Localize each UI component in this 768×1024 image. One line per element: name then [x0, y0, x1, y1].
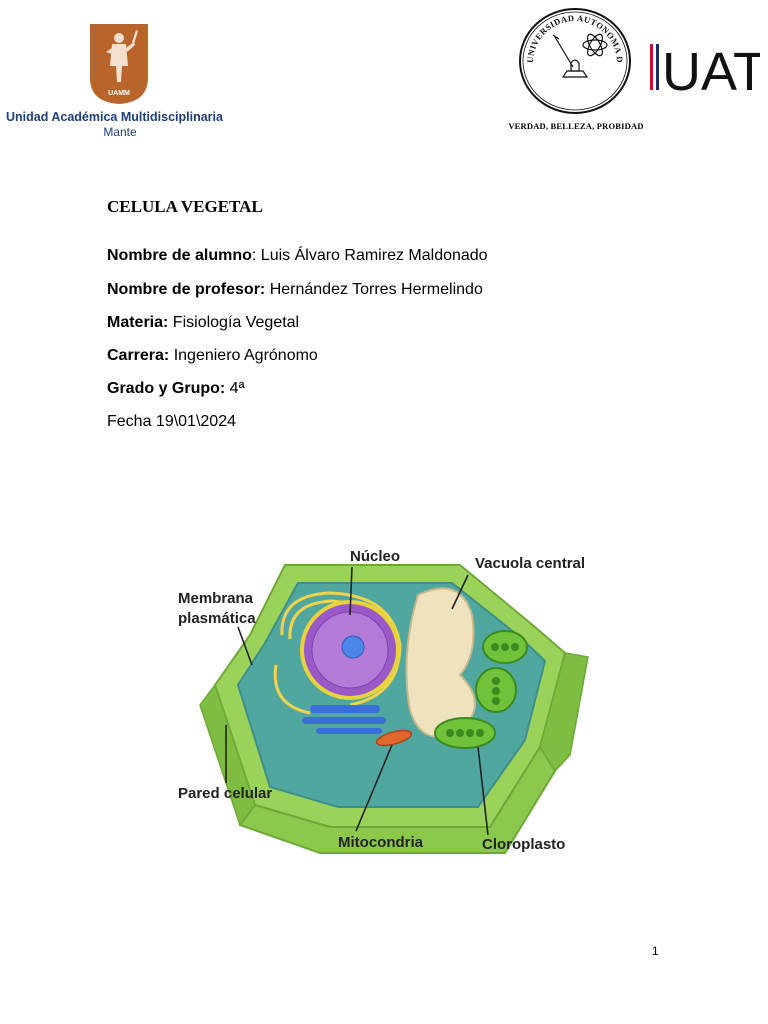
field-value: Luis Álvaro Ramirez Maldonado	[256, 247, 488, 264]
field-value: Ingeniero Agrónomo	[169, 347, 318, 364]
career-field	[107, 347, 318, 365]
label-membrana-1: Membrana	[178, 590, 254, 607]
plant-cell-diagram	[160, 535, 630, 865]
field-value: Fisiología Vegetal	[168, 314, 300, 331]
field-label: Grado y Grupo:	[107, 380, 226, 397]
label-cloroplasto: Cloroplasto	[482, 836, 566, 853]
uamm-name: Unidad Académica Multidisciplinaria	[6, 110, 223, 124]
field-value: 4ª	[225, 380, 245, 397]
student-name-field: Nombre de alumno: Luis Álvaro Ramirez Maldonado	[107, 247, 488, 264]
grade-group-field	[107, 380, 245, 398]
seal-text: UNIVERSIDAD AUTONOMA D	[524, 12, 626, 64]
vacuole	[406, 588, 475, 736]
uamm-shield-text: UAMM	[108, 90, 130, 97]
label-mitocondria: Mitocondria	[338, 834, 423, 851]
label-nucleo: Núcleo	[350, 548, 401, 565]
uat-wordmark: UAT	[662, 42, 760, 96]
chloroplast	[435, 718, 495, 748]
uamm-logo	[88, 22, 150, 106]
date-field: Fecha 19\01\2024	[107, 413, 236, 430]
chloroplast	[476, 668, 516, 712]
subject-field	[107, 314, 299, 332]
uat-logo	[648, 38, 760, 96]
document-title: CELULA VEGETAL	[107, 197, 263, 216]
chloroplast	[483, 631, 527, 663]
uamm-campus: Mante	[103, 125, 137, 139]
teacher-name-field	[107, 281, 483, 299]
nucleolus	[342, 636, 364, 658]
page-number: 1	[652, 944, 659, 958]
field-value: Hernández Torres Hermelindo	[265, 281, 483, 298]
label-pared: Pared celular	[178, 785, 273, 802]
uat-seal	[515, 5, 635, 117]
label-vacuola: Vacuola central	[475, 555, 586, 572]
field-label: Nombre de profesor:	[107, 281, 266, 298]
field-label: Materia:	[107, 314, 169, 331]
field-label: Carrera:	[107, 347, 170, 364]
uat-motto: VERDAD, BELLEZA, PROBIDAD	[508, 121, 644, 131]
field-label: Nombre de alumno	[107, 247, 252, 264]
label-membrana-2: plasmática	[178, 610, 256, 627]
